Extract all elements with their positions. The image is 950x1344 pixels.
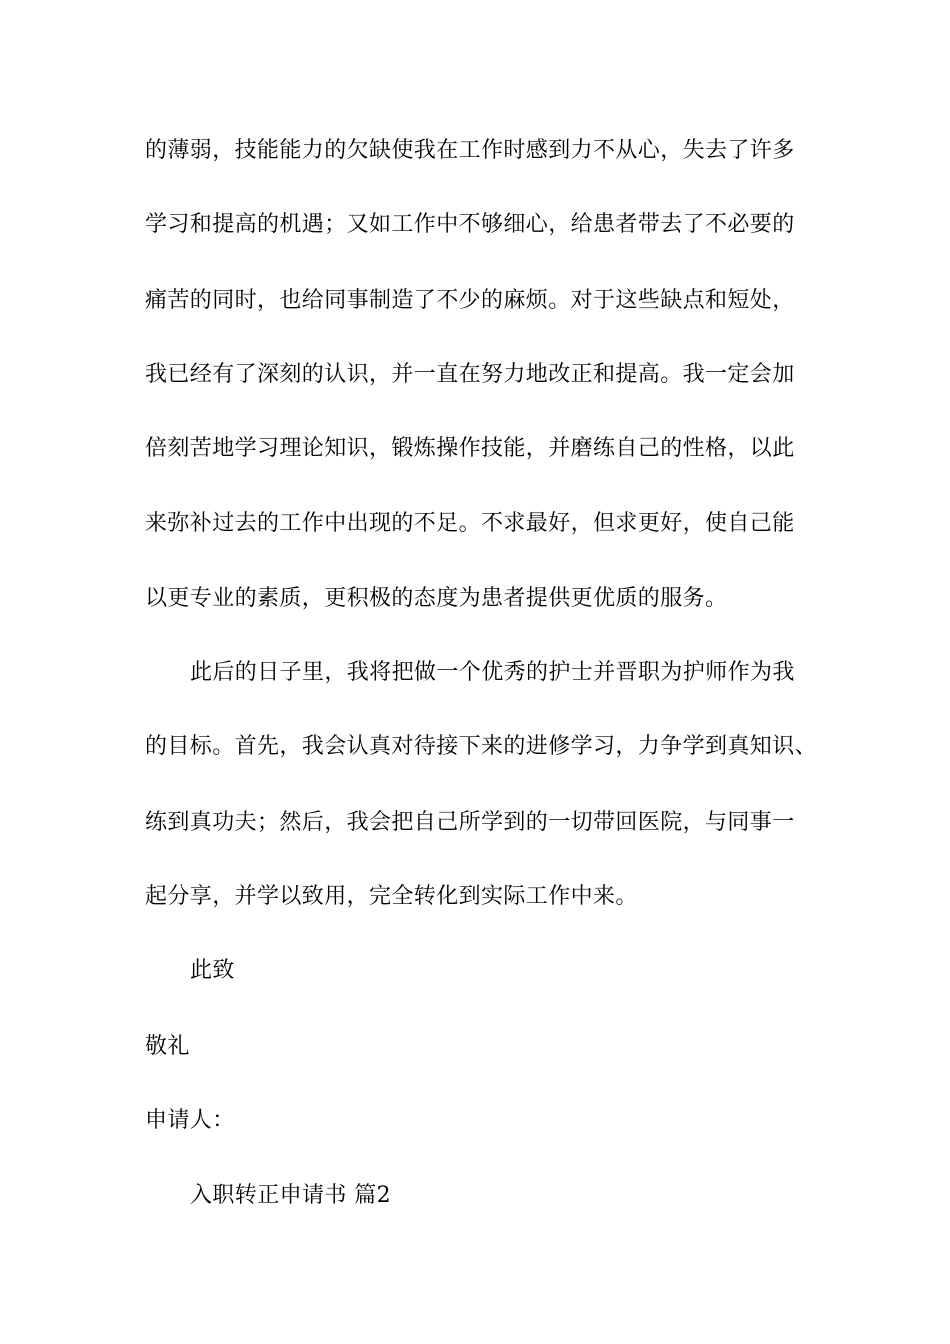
- body-text-line: 来弥补过去的工作中出现的不足。不求最好，但求更好，使自己能: [145, 511, 795, 536]
- body-text-line: 练到真功夫；然后，我会把自己所学到的一切带回医院，与同事一: [145, 810, 795, 835]
- body-text-line: 倍刻苦地学习理论知识，锻炼操作技能，并磨练自己的性格，以此: [145, 436, 795, 461]
- body-text-line: 痛苦的同时，也给同事制造了不少的麻烦。对于这些缺点和短处，: [145, 288, 795, 313]
- closing-regards: 敬礼: [145, 1034, 190, 1059]
- body-text-line: 我已经有了深刻的认识，并一直在努力地改正和提高。我一定会加: [145, 362, 795, 387]
- body-text-line: 起分享，并学以致用，完全转化到实际工作中来。: [145, 884, 638, 909]
- body-text-line: 的薄弱，技能能力的欠缺使我在工作时感到力不从心，失去了许多: [145, 138, 795, 163]
- paragraph-start-line: 此后的日子里，我将把做一个优秀的护士并晋职为护师作为我: [190, 660, 795, 685]
- body-text-line: 学习和提高的机遇；又如工作中不够细心，给患者带去了不必要的: [145, 212, 795, 237]
- section-heading: 入职转正申请书 篇2: [190, 1183, 391, 1208]
- applicant-label: 申请人：: [145, 1108, 235, 1133]
- body-text-line: 以更专业的素质，更积极的态度为患者提供更优质的服务。: [145, 586, 728, 611]
- closing-salutation: 此致: [190, 958, 235, 983]
- body-text-line: 的目标。首先，我会认真对待接下来的进修学习，力争学到真知识、: [145, 734, 818, 759]
